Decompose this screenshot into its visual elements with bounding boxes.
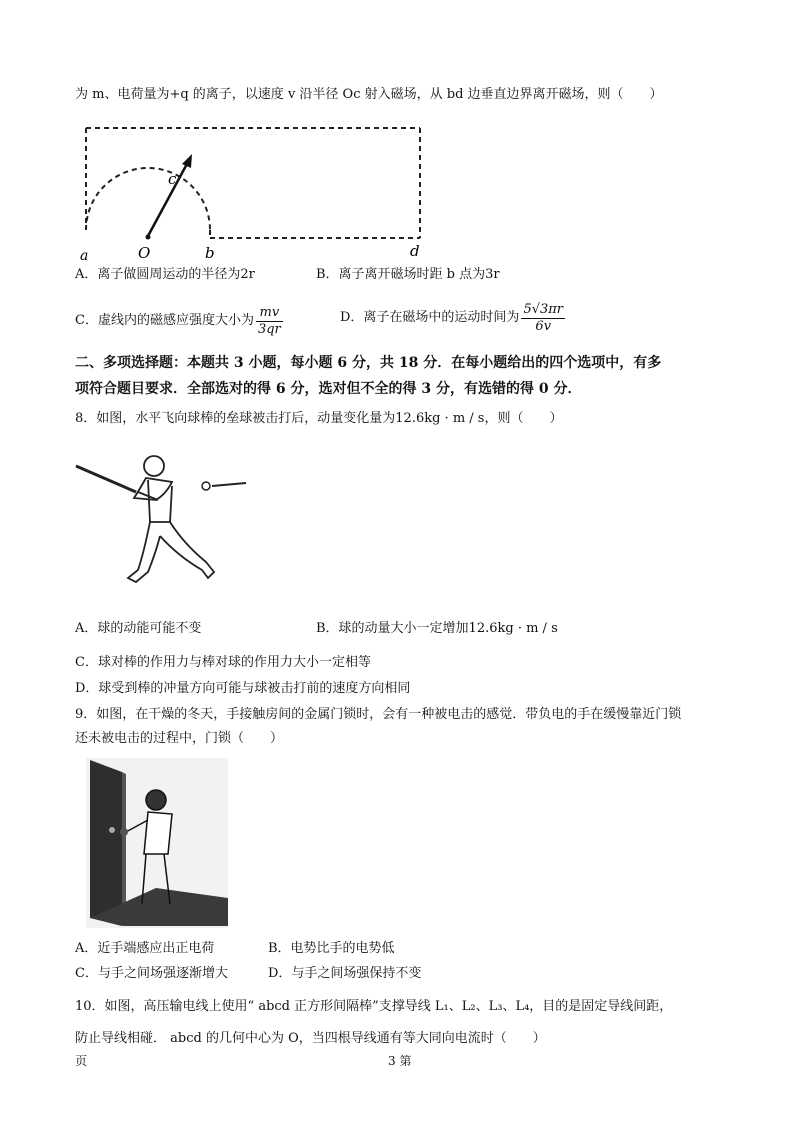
baseball-batter-figure <box>74 452 254 592</box>
q10-stem-line1: 10．如图，高压输电线上使用“ abcd 正方形间隔棒”支撑导线 L₁、L₂、L₃、L₄，目的是固定导线间距， <box>75 999 673 1014</box>
q7-option-d-fraction <box>521 302 565 335</box>
q8-option-d: D．球受到棒的冲量方向可能与球被击打前的速度方向相同 <box>75 681 411 696</box>
fraction-denominator: 3qr <box>257 321 281 337</box>
section-2-heading-line2: 项符合题目要求．全部选对的得 6 分，选对但不全的得 3 分，有选错的得 0 分． <box>75 381 582 397</box>
q7-stem: 为 m、电荷量为+q 的离子，以速度 v 沿半径 Oc 射入磁场，从 bd 边垂直边界离开磁场，则（ ） <box>75 87 663 102</box>
field-arc-boundary <box>86 168 210 230</box>
label-c: c <box>168 170 177 188</box>
q8-option-c: C．球对棒的作用力与棒对球的作用力大小一定相等 <box>75 655 371 670</box>
label-a: a <box>80 248 89 264</box>
door-lock <box>109 827 115 833</box>
footer-left: 页 <box>75 1054 88 1068</box>
bat <box>76 466 136 492</box>
q9-stem-line1: 9．如图，在干燥的冬天，手接触房间的金属门锁时，会有一种被电击的感觉．带负电的手在缓慢靠近门锁 <box>75 707 682 722</box>
q7-option-d <box>340 298 567 338</box>
fraction-denominator: 6v <box>535 318 552 334</box>
q7-option-c-text: C．虚线内的磁感应强度大小为 <box>75 313 254 328</box>
person-head <box>146 790 166 810</box>
q7-option-b: B．离子离开磁场时距 b 点为3r <box>316 267 500 282</box>
ball-motion-line <box>212 483 246 486</box>
label-b: b <box>205 244 215 262</box>
magnetic-field-figure <box>70 118 440 268</box>
q10-stem-line2: 防止导线相碰． abcd 的几何中心为 O，当四根导线通有等大同向电流时（ ） <box>75 1031 546 1046</box>
q8-stem: 8．如图，水平飞向球棒的垒球被击打后，动量变化量为12.6kg · m / s，则（ ） <box>75 411 563 426</box>
label-O: O <box>138 244 151 262</box>
q9-stem-line2: 还未被电击的过程中，门锁（ ） <box>75 731 284 746</box>
q9-option-c: C．与手之间场强逐渐增大 <box>75 966 228 981</box>
arrow-head-icon <box>182 154 192 168</box>
page-number: 3 第 <box>388 1054 412 1068</box>
section-2-heading-line1: 二、多项选择题：本题共 3 小题，每小题 6 分，共 18 分．在每小题给出的四个选项中，有多 <box>75 355 662 371</box>
batter-head <box>144 456 164 476</box>
q9-option-b: B．电势比手的电势低 <box>268 941 395 956</box>
q9-option-d: D．与手之间场强保持不变 <box>268 966 422 981</box>
fraction-numerator: 5√3πr <box>523 301 564 317</box>
q7-option-a: A．离子做圆周运动的半径为2r <box>75 267 255 282</box>
q7-option-d-text: D．离子在磁场中的运动时间为 <box>340 310 520 325</box>
q8-option-b: B．球的动量大小一定增加12.6kg · m / s <box>316 621 558 636</box>
baseball <box>202 482 210 490</box>
q8-option-a: A．球的动能可能不变 <box>75 621 202 636</box>
q7-option-c-fraction <box>256 305 283 338</box>
door <box>90 760 122 926</box>
fraction-numerator: mv <box>256 305 283 322</box>
center-point-O <box>146 235 151 240</box>
door-lock-figure <box>86 758 228 928</box>
q7-option-c <box>75 301 285 341</box>
person-hand <box>120 828 128 836</box>
q9-option-a: A．近手端感应出正电荷 <box>75 941 215 956</box>
label-d: d <box>410 242 420 260</box>
